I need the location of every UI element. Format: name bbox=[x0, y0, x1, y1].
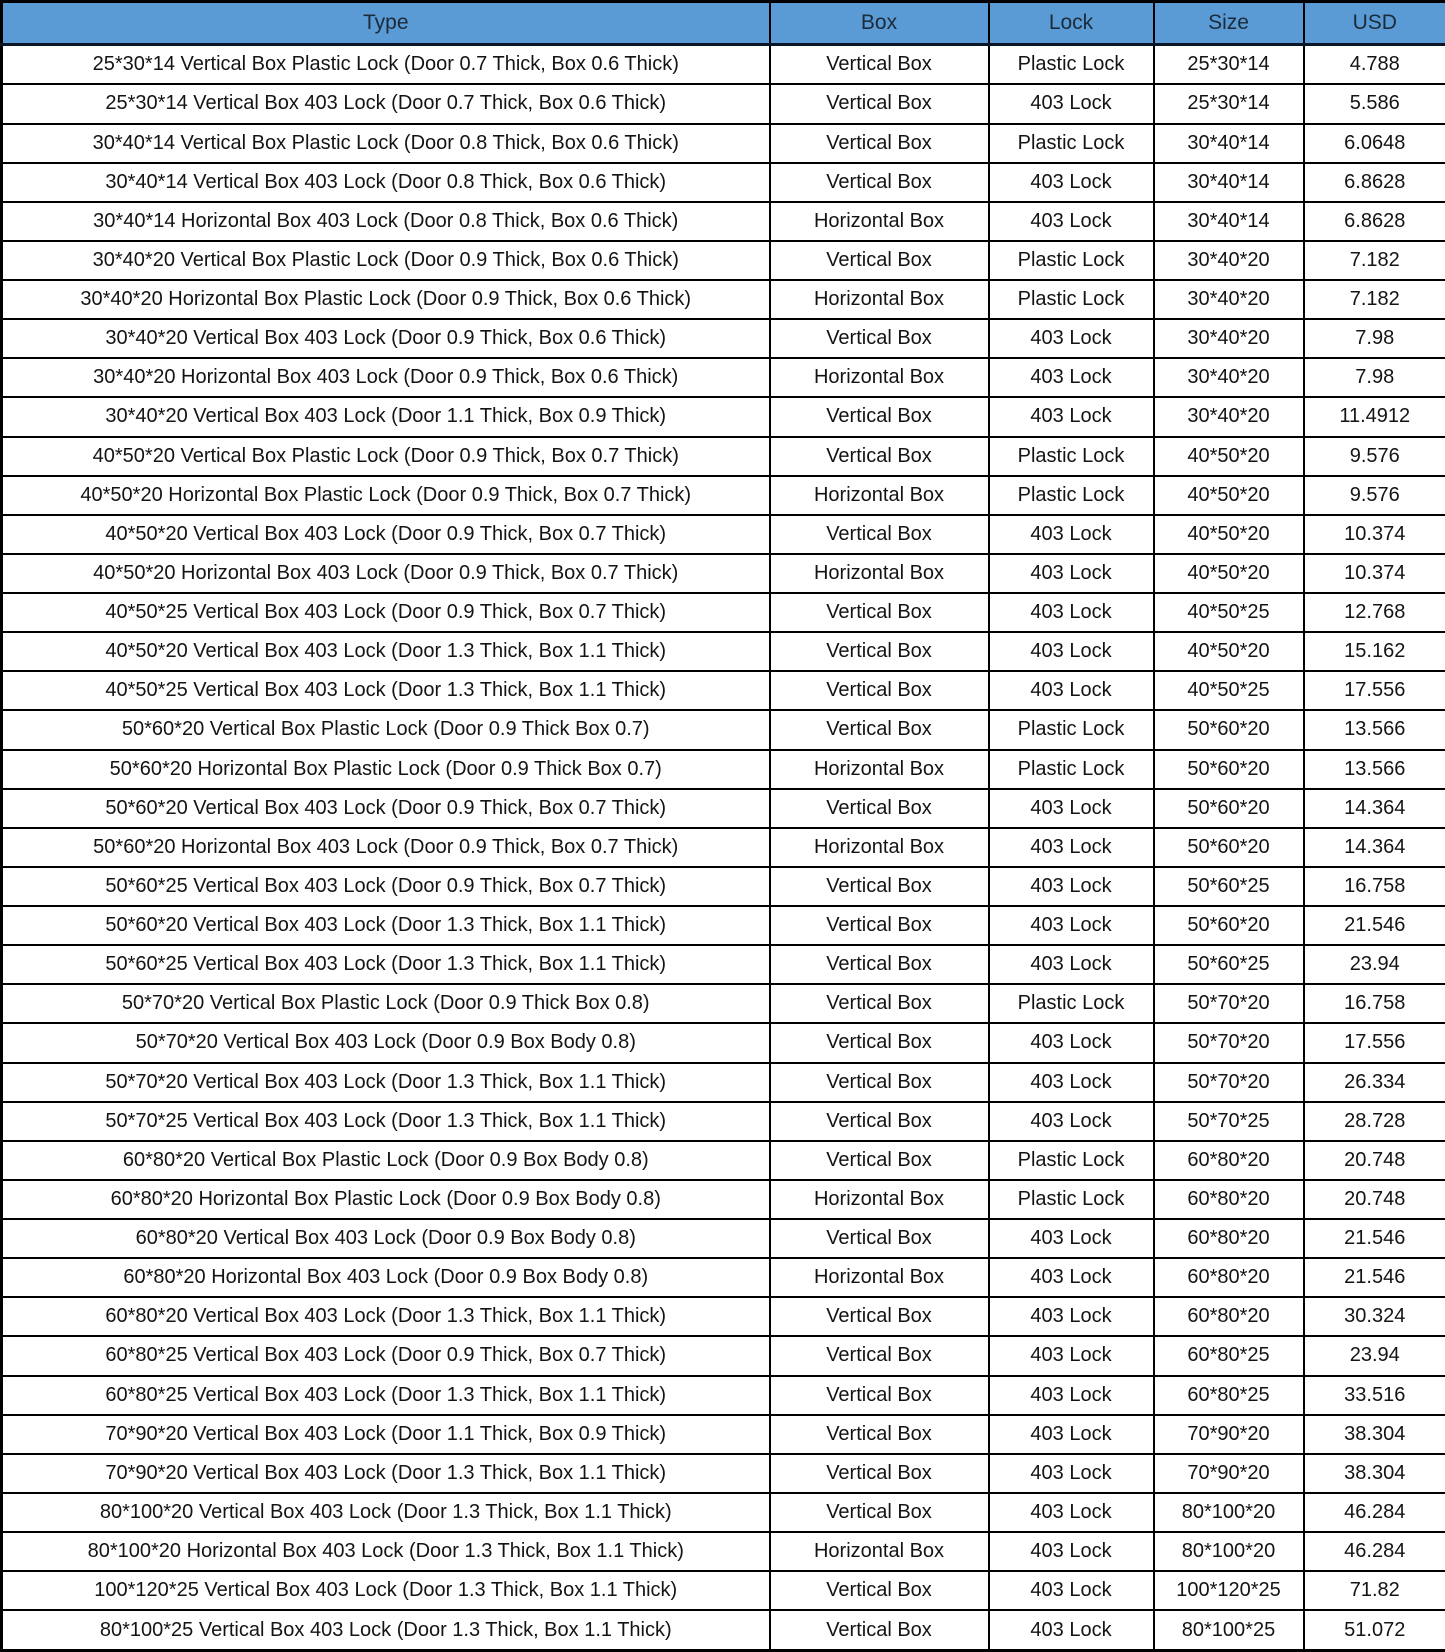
cell-type: 30*40*20 Horizontal Box 403 Lock (Door 0.9 Thick, Box 0.6 Thick) bbox=[2, 358, 770, 397]
cell-box: Vertical Box bbox=[770, 671, 989, 710]
cell-type: 30*40*20 Vertical Box 403 Lock (Door 0.9 Thick, Box 0.6 Thick) bbox=[2, 319, 770, 358]
cell-usd: 20.748 bbox=[1304, 1180, 1445, 1219]
cell-type: 60*80*20 Horizontal Box 403 Lock (Door 0.9 Box Body 0.8) bbox=[2, 1258, 770, 1297]
cell-lock: 403 Lock bbox=[989, 515, 1154, 554]
cell-size: 60*80*20 bbox=[1154, 1141, 1304, 1180]
cell-usd: 21.546 bbox=[1304, 1219, 1445, 1258]
cell-usd: 16.758 bbox=[1304, 867, 1445, 906]
cell-box: Horizontal Box bbox=[770, 828, 989, 867]
cell-type: 30*40*20 Horizontal Box Plastic Lock (Door 0.9 Thick, Box 0.6 Thick) bbox=[2, 280, 770, 319]
cell-usd: 7.98 bbox=[1304, 358, 1445, 397]
cell-lock: 403 Lock bbox=[989, 1297, 1154, 1336]
cell-lock: Plastic Lock bbox=[989, 124, 1154, 163]
cell-usd: 5.586 bbox=[1304, 84, 1445, 123]
cell-usd: 9.576 bbox=[1304, 437, 1445, 476]
table-row bbox=[2, 515, 1445, 554]
cell-size: 80*100*25 bbox=[1154, 1610, 1304, 1650]
cell-lock: Plastic Lock bbox=[989, 1141, 1154, 1180]
cell-size: 50*60*20 bbox=[1154, 906, 1304, 945]
cell-type: 80*100*20 Vertical Box 403 Lock (Door 1.3 Thick, Box 1.1 Thick) bbox=[2, 1493, 770, 1532]
table-row bbox=[2, 1219, 1445, 1258]
cell-box: Vertical Box bbox=[770, 945, 989, 984]
col-header-usd: USD bbox=[1304, 2, 1445, 45]
table-row bbox=[2, 476, 1445, 515]
cell-type: 50*70*20 Vertical Box Plastic Lock (Door 0.9 Thick Box 0.8) bbox=[2, 984, 770, 1023]
cell-type: 40*50*20 Vertical Box Plastic Lock (Door 0.9 Thick, Box 0.7 Thick) bbox=[2, 437, 770, 476]
table-row bbox=[2, 1141, 1445, 1180]
cell-size: 30*40*14 bbox=[1154, 202, 1304, 241]
table-row bbox=[2, 1102, 1445, 1141]
table-row bbox=[2, 280, 1445, 319]
table-row bbox=[2, 945, 1445, 984]
table-row bbox=[2, 867, 1445, 906]
cell-usd: 16.758 bbox=[1304, 984, 1445, 1023]
cell-lock: 403 Lock bbox=[989, 1571, 1154, 1610]
cell-size: 80*100*20 bbox=[1154, 1532, 1304, 1571]
cell-size: 80*100*20 bbox=[1154, 1493, 1304, 1532]
cell-lock: Plastic Lock bbox=[989, 750, 1154, 789]
cell-box: Vertical Box bbox=[770, 1610, 989, 1650]
cell-size: 60*80*20 bbox=[1154, 1258, 1304, 1297]
cell-lock: 403 Lock bbox=[989, 632, 1154, 671]
table-row bbox=[2, 828, 1445, 867]
table-row bbox=[2, 319, 1445, 358]
cell-lock: 403 Lock bbox=[989, 593, 1154, 632]
cell-size: 40*50*20 bbox=[1154, 554, 1304, 593]
cell-box: Horizontal Box bbox=[770, 750, 989, 789]
cell-box: Vertical Box bbox=[770, 241, 989, 280]
cell-type: 60*80*25 Vertical Box 403 Lock (Door 1.3 Thick, Box 1.1 Thick) bbox=[2, 1376, 770, 1415]
cell-usd: 21.546 bbox=[1304, 1258, 1445, 1297]
cell-size: 25*30*14 bbox=[1154, 45, 1304, 85]
cell-box: Vertical Box bbox=[770, 1376, 989, 1415]
cell-box: Vertical Box bbox=[770, 1102, 989, 1141]
table-row bbox=[2, 1571, 1445, 1610]
table-row bbox=[2, 671, 1445, 710]
cell-lock: 403 Lock bbox=[989, 1610, 1154, 1650]
cell-usd: 6.8628 bbox=[1304, 202, 1445, 241]
cell-type: 50*60*20 Vertical Box Plastic Lock (Door 0.9 Thick Box 0.7) bbox=[2, 710, 770, 749]
cell-usd: 13.566 bbox=[1304, 750, 1445, 789]
cell-size: 50*60*20 bbox=[1154, 710, 1304, 749]
cell-lock: 403 Lock bbox=[989, 671, 1154, 710]
cell-lock: Plastic Lock bbox=[989, 1180, 1154, 1219]
cell-lock: Plastic Lock bbox=[989, 710, 1154, 749]
cell-type: 80*100*20 Horizontal Box 403 Lock (Door 1.3 Thick, Box 1.1 Thick) bbox=[2, 1532, 770, 1571]
cell-box: Vertical Box bbox=[770, 1063, 989, 1102]
table-row bbox=[2, 84, 1445, 123]
cell-usd: 6.0648 bbox=[1304, 124, 1445, 163]
cell-type: 50*60*20 Vertical Box 403 Lock (Door 0.9 Thick, Box 0.7 Thick) bbox=[2, 789, 770, 828]
cell-type: 50*70*25 Vertical Box 403 Lock (Door 1.3 Thick, Box 1.1 Thick) bbox=[2, 1102, 770, 1141]
cell-lock: 403 Lock bbox=[989, 1493, 1154, 1532]
table-row bbox=[2, 1415, 1445, 1454]
cell-type: 50*60*25 Vertical Box 403 Lock (Door 0.9 Thick, Box 0.7 Thick) bbox=[2, 867, 770, 906]
cell-lock: Plastic Lock bbox=[989, 45, 1154, 85]
cell-size: 60*80*20 bbox=[1154, 1180, 1304, 1219]
cell-type: 25*30*14 Vertical Box 403 Lock (Door 0.7 Thick, Box 0.6 Thick) bbox=[2, 84, 770, 123]
cell-lock: 403 Lock bbox=[989, 906, 1154, 945]
cell-box: Horizontal Box bbox=[770, 476, 989, 515]
cell-lock: 403 Lock bbox=[989, 1219, 1154, 1258]
col-header-box: Box bbox=[770, 2, 989, 45]
table-row bbox=[2, 163, 1445, 202]
cell-usd: 14.364 bbox=[1304, 828, 1445, 867]
cell-box: Vertical Box bbox=[770, 319, 989, 358]
cell-box: Vertical Box bbox=[770, 1571, 989, 1610]
cell-usd: 20.748 bbox=[1304, 1141, 1445, 1180]
table-row bbox=[2, 1493, 1445, 1532]
cell-box: Vertical Box bbox=[770, 867, 989, 906]
table-row bbox=[2, 437, 1445, 476]
cell-type: 30*40*14 Vertical Box 403 Lock (Door 0.8 Thick, Box 0.6 Thick) bbox=[2, 163, 770, 202]
cell-box: Vertical Box bbox=[770, 1454, 989, 1493]
cell-lock: 403 Lock bbox=[989, 867, 1154, 906]
cell-usd: 7.98 bbox=[1304, 319, 1445, 358]
cell-usd: 14.364 bbox=[1304, 789, 1445, 828]
cell-usd: 10.374 bbox=[1304, 515, 1445, 554]
table-row bbox=[2, 1258, 1445, 1297]
cell-size: 60*80*20 bbox=[1154, 1219, 1304, 1258]
cell-usd: 7.182 bbox=[1304, 241, 1445, 280]
table-row bbox=[2, 202, 1445, 241]
table-row bbox=[2, 906, 1445, 945]
table-row bbox=[2, 984, 1445, 1023]
cell-lock: Plastic Lock bbox=[989, 241, 1154, 280]
cell-box: Vertical Box bbox=[770, 437, 989, 476]
cell-box: Vertical Box bbox=[770, 632, 989, 671]
cell-size: 50*70*20 bbox=[1154, 984, 1304, 1023]
table-body bbox=[2, 45, 1445, 1651]
cell-box: Horizontal Box bbox=[770, 202, 989, 241]
cell-type: 30*40*14 Horizontal Box 403 Lock (Door 0.8 Thick, Box 0.6 Thick) bbox=[2, 202, 770, 241]
cell-box: Vertical Box bbox=[770, 906, 989, 945]
cell-box: Vertical Box bbox=[770, 710, 989, 749]
cell-size: 50*60*25 bbox=[1154, 945, 1304, 984]
cell-type: 70*90*20 Vertical Box 403 Lock (Door 1.1 Thick, Box 0.9 Thick) bbox=[2, 1415, 770, 1454]
cell-size: 30*40*20 bbox=[1154, 280, 1304, 319]
cell-type: 50*60*25 Vertical Box 403 Lock (Door 1.3 Thick, Box 1.1 Thick) bbox=[2, 945, 770, 984]
cell-lock: 403 Lock bbox=[989, 1258, 1154, 1297]
table-row bbox=[2, 1063, 1445, 1102]
cell-usd: 10.374 bbox=[1304, 554, 1445, 593]
cell-type: 30*40*20 Vertical Box Plastic Lock (Door 0.9 Thick, Box 0.6 Thick) bbox=[2, 241, 770, 280]
cell-lock: 403 Lock bbox=[989, 319, 1154, 358]
cell-lock: 403 Lock bbox=[989, 1454, 1154, 1493]
cell-size: 50*60*20 bbox=[1154, 789, 1304, 828]
cell-box: Vertical Box bbox=[770, 593, 989, 632]
cell-usd: 11.4912 bbox=[1304, 397, 1445, 436]
cell-box: Vertical Box bbox=[770, 984, 989, 1023]
cell-box: Vertical Box bbox=[770, 1219, 989, 1258]
cell-size: 30*40*14 bbox=[1154, 124, 1304, 163]
cell-usd: 6.8628 bbox=[1304, 163, 1445, 202]
cell-lock: Plastic Lock bbox=[989, 984, 1154, 1023]
cell-lock: 403 Lock bbox=[989, 554, 1154, 593]
table-row bbox=[2, 1376, 1445, 1415]
cell-box: Vertical Box bbox=[770, 1493, 989, 1532]
table-row bbox=[2, 241, 1445, 280]
cell-type: 40*50*20 Vertical Box 403 Lock (Door 1.3 Thick, Box 1.1 Thick) bbox=[2, 632, 770, 671]
cell-usd: 9.576 bbox=[1304, 476, 1445, 515]
cell-size: 40*50*20 bbox=[1154, 632, 1304, 671]
cell-type: 60*80*20 Vertical Box Plastic Lock (Door 0.9 Box Body 0.8) bbox=[2, 1141, 770, 1180]
cell-type: 40*50*25 Vertical Box 403 Lock (Door 0.9 Thick, Box 0.7 Thick) bbox=[2, 593, 770, 632]
cell-lock: 403 Lock bbox=[989, 1023, 1154, 1062]
cell-usd: 33.516 bbox=[1304, 1376, 1445, 1415]
cell-lock: 403 Lock bbox=[989, 1532, 1154, 1571]
table-row bbox=[2, 789, 1445, 828]
cell-size: 50*60*20 bbox=[1154, 828, 1304, 867]
table-row bbox=[2, 554, 1445, 593]
cell-lock: 403 Lock bbox=[989, 358, 1154, 397]
cell-usd: 51.072 bbox=[1304, 1610, 1445, 1650]
cell-type: 30*40*14 Vertical Box Plastic Lock (Door 0.8 Thick, Box 0.6 Thick) bbox=[2, 124, 770, 163]
cell-type: 30*40*20 Vertical Box 403 Lock (Door 1.1 Thick, Box 0.9 Thick) bbox=[2, 397, 770, 436]
cell-lock: 403 Lock bbox=[989, 945, 1154, 984]
cell-size: 25*30*14 bbox=[1154, 84, 1304, 123]
table-row bbox=[2, 124, 1445, 163]
cell-box: Vertical Box bbox=[770, 1336, 989, 1375]
cell-lock: 403 Lock bbox=[989, 163, 1154, 202]
cell-type: 60*80*25 Vertical Box 403 Lock (Door 0.9 Thick, Box 0.7 Thick) bbox=[2, 1336, 770, 1375]
cell-type: 50*60*20 Vertical Box 403 Lock (Door 1.3 Thick, Box 1.1 Thick) bbox=[2, 906, 770, 945]
table-row bbox=[2, 750, 1445, 789]
cell-type: 60*80*20 Vertical Box 403 Lock (Door 0.9 Box Body 0.8) bbox=[2, 1219, 770, 1258]
cell-size: 60*80*25 bbox=[1154, 1336, 1304, 1375]
cell-type: 60*80*20 Vertical Box 403 Lock (Door 1.3 Thick, Box 1.1 Thick) bbox=[2, 1297, 770, 1336]
cell-type: 40*50*25 Vertical Box 403 Lock (Door 1.3 Thick, Box 1.1 Thick) bbox=[2, 671, 770, 710]
cell-usd: 30.324 bbox=[1304, 1297, 1445, 1336]
cell-size: 30*40*20 bbox=[1154, 319, 1304, 358]
cell-type: 50*70*20 Vertical Box 403 Lock (Door 1.3 Thick, Box 1.1 Thick) bbox=[2, 1063, 770, 1102]
col-header-size: Size bbox=[1154, 2, 1304, 45]
cell-box: Vertical Box bbox=[770, 397, 989, 436]
cell-usd: 46.284 bbox=[1304, 1532, 1445, 1571]
cell-box: Horizontal Box bbox=[770, 1258, 989, 1297]
cell-usd: 17.556 bbox=[1304, 1023, 1445, 1062]
cell-size: 50*60*25 bbox=[1154, 867, 1304, 906]
cell-size: 50*70*25 bbox=[1154, 1102, 1304, 1141]
cell-box: Vertical Box bbox=[770, 1297, 989, 1336]
cell-lock: 403 Lock bbox=[989, 1415, 1154, 1454]
cell-box: Horizontal Box bbox=[770, 1180, 989, 1219]
table-row bbox=[2, 1180, 1445, 1219]
cell-type: 50*60*20 Horizontal Box 403 Lock (Door 0.9 Thick, Box 0.7 Thick) bbox=[2, 828, 770, 867]
cell-usd: 46.284 bbox=[1304, 1493, 1445, 1532]
cell-box: Vertical Box bbox=[770, 789, 989, 828]
cell-size: 60*80*25 bbox=[1154, 1376, 1304, 1415]
cell-usd: 38.304 bbox=[1304, 1454, 1445, 1493]
cell-type: 40*50*20 Vertical Box 403 Lock (Door 0.9 Thick, Box 0.7 Thick) bbox=[2, 515, 770, 554]
cell-usd: 13.566 bbox=[1304, 710, 1445, 749]
table-row bbox=[2, 1610, 1445, 1650]
cell-type: 50*70*20 Vertical Box 403 Lock (Door 0.9 Box Body 0.8) bbox=[2, 1023, 770, 1062]
cell-box: Vertical Box bbox=[770, 1415, 989, 1454]
cell-size: 40*50*20 bbox=[1154, 515, 1304, 554]
cell-box: Vertical Box bbox=[770, 124, 989, 163]
cell-size: 40*50*20 bbox=[1154, 437, 1304, 476]
cell-usd: 21.546 bbox=[1304, 906, 1445, 945]
cell-size: 50*60*20 bbox=[1154, 750, 1304, 789]
cell-lock: 403 Lock bbox=[989, 789, 1154, 828]
cell-lock: 403 Lock bbox=[989, 1063, 1154, 1102]
cell-type: 100*120*25 Vertical Box 403 Lock (Door 1.3 Thick, Box 1.1 Thick) bbox=[2, 1571, 770, 1610]
cell-size: 70*90*20 bbox=[1154, 1415, 1304, 1454]
cell-type: 40*50*20 Horizontal Box 403 Lock (Door 0.9 Thick, Box 0.7 Thick) bbox=[2, 554, 770, 593]
cell-lock: Plastic Lock bbox=[989, 437, 1154, 476]
cell-lock: Plastic Lock bbox=[989, 280, 1154, 319]
cell-box: Vertical Box bbox=[770, 84, 989, 123]
cell-size: 30*40*14 bbox=[1154, 163, 1304, 202]
cell-lock: 403 Lock bbox=[989, 1336, 1154, 1375]
cell-lock: 403 Lock bbox=[989, 828, 1154, 867]
cell-size: 40*50*20 bbox=[1154, 476, 1304, 515]
cell-type: 40*50*20 Horizontal Box Plastic Lock (Door 0.9 Thick, Box 0.7 Thick) bbox=[2, 476, 770, 515]
cell-size: 40*50*25 bbox=[1154, 671, 1304, 710]
table-row bbox=[2, 358, 1445, 397]
table-row bbox=[2, 632, 1445, 671]
table-row bbox=[2, 710, 1445, 749]
cell-usd: 38.304 bbox=[1304, 1415, 1445, 1454]
header-row bbox=[2, 2, 1445, 45]
cell-size: 30*40*20 bbox=[1154, 397, 1304, 436]
cell-type: 50*60*20 Horizontal Box Plastic Lock (Door 0.9 Thick Box 0.7) bbox=[2, 750, 770, 789]
col-header-type: Type bbox=[2, 2, 770, 45]
cell-lock: 403 Lock bbox=[989, 1102, 1154, 1141]
table-row bbox=[2, 1023, 1445, 1062]
cell-lock: 403 Lock bbox=[989, 397, 1154, 436]
cell-box: Horizontal Box bbox=[770, 280, 989, 319]
cell-usd: 7.182 bbox=[1304, 280, 1445, 319]
cell-usd: 12.768 bbox=[1304, 593, 1445, 632]
cell-usd: 26.334 bbox=[1304, 1063, 1445, 1102]
table-row bbox=[2, 1297, 1445, 1336]
cell-box: Vertical Box bbox=[770, 163, 989, 202]
cell-usd: 17.556 bbox=[1304, 671, 1445, 710]
table-row bbox=[2, 593, 1445, 632]
cell-box: Vertical Box bbox=[770, 45, 989, 85]
cell-type: 80*100*25 Vertical Box 403 Lock (Door 1.3 Thick, Box 1.1 Thick) bbox=[2, 1610, 770, 1650]
cell-lock: Plastic Lock bbox=[989, 476, 1154, 515]
cell-lock: 403 Lock bbox=[989, 202, 1154, 241]
cell-usd: 23.94 bbox=[1304, 945, 1445, 984]
cell-size: 50*70*20 bbox=[1154, 1063, 1304, 1102]
cell-usd: 28.728 bbox=[1304, 1102, 1445, 1141]
table-row bbox=[2, 397, 1445, 436]
cell-type: 70*90*20 Vertical Box 403 Lock (Door 1.3 Thick, Box 1.1 Thick) bbox=[2, 1454, 770, 1493]
cell-size: 40*50*25 bbox=[1154, 593, 1304, 632]
cell-box: Vertical Box bbox=[770, 515, 989, 554]
cell-size: 30*40*20 bbox=[1154, 241, 1304, 280]
cell-box: Vertical Box bbox=[770, 1023, 989, 1062]
col-header-lock: Lock bbox=[989, 2, 1154, 45]
cell-type: 60*80*20 Horizontal Box Plastic Lock (Door 0.9 Box Body 0.8) bbox=[2, 1180, 770, 1219]
cell-box: Horizontal Box bbox=[770, 554, 989, 593]
cell-usd: 71.82 bbox=[1304, 1571, 1445, 1610]
cell-lock: 403 Lock bbox=[989, 84, 1154, 123]
table-row bbox=[2, 1454, 1445, 1493]
cell-lock: 403 Lock bbox=[989, 1376, 1154, 1415]
cell-size: 100*120*25 bbox=[1154, 1571, 1304, 1610]
cell-usd: 23.94 bbox=[1304, 1336, 1445, 1375]
cell-type: 25*30*14 Vertical Box Plastic Lock (Door 0.7 Thick, Box 0.6 Thick) bbox=[2, 45, 770, 85]
table-row bbox=[2, 45, 1445, 85]
cell-size: 50*70*20 bbox=[1154, 1023, 1304, 1062]
cell-usd: 15.162 bbox=[1304, 632, 1445, 671]
table-row bbox=[2, 1336, 1445, 1375]
cell-box: Vertical Box bbox=[770, 1141, 989, 1180]
cell-box: Horizontal Box bbox=[770, 1532, 989, 1571]
cell-size: 60*80*20 bbox=[1154, 1297, 1304, 1336]
cell-size: 30*40*20 bbox=[1154, 358, 1304, 397]
cell-usd: 4.788 bbox=[1304, 45, 1445, 85]
cell-size: 70*90*20 bbox=[1154, 1454, 1304, 1493]
cell-box: Horizontal Box bbox=[770, 358, 989, 397]
table-row bbox=[2, 1532, 1445, 1571]
